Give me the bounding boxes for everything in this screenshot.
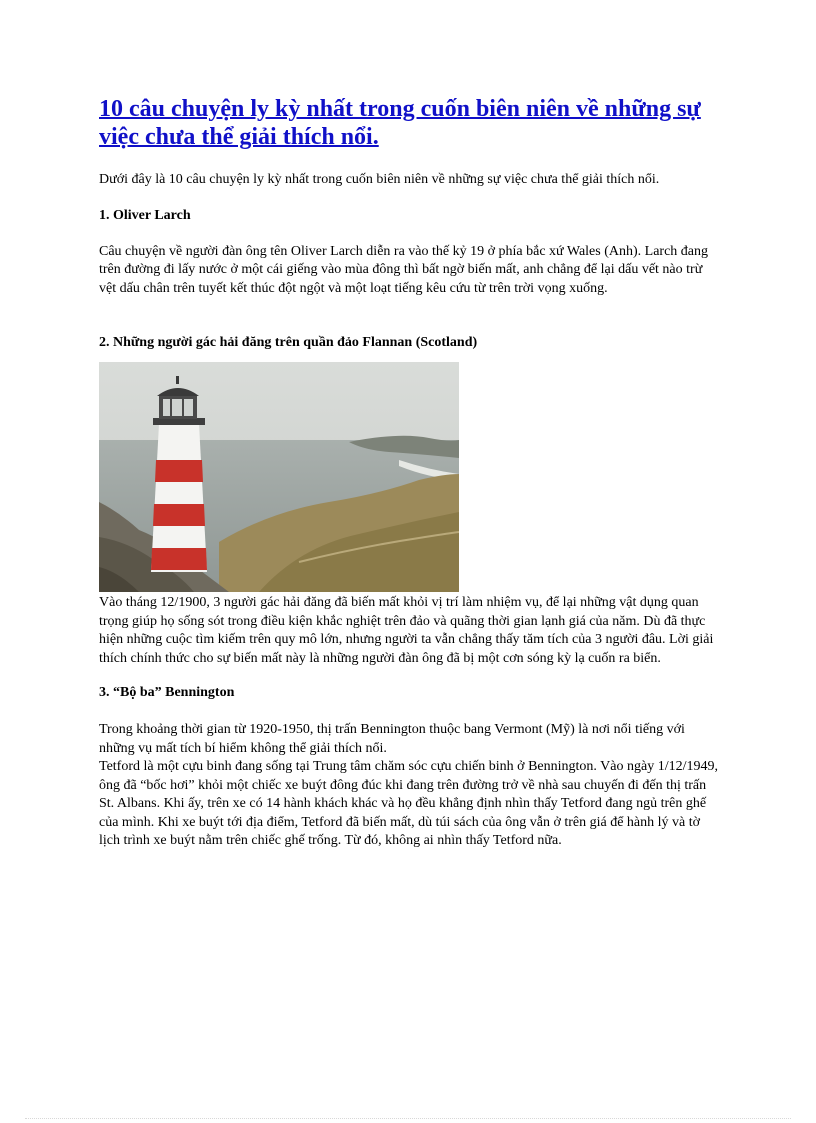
lighthouse-photo	[99, 362, 459, 592]
intro-paragraph: Dưới đây là 10 câu chuyện ly kỳ nhất trong cuốn biên niên về những sự việc chưa thể giải thích nổi.	[99, 172, 660, 187]
section-3-paragraph-2: Tetford là một cựu binh đang sống tại Trung tâm chăm sóc cựu chiến binh ở Bennington. Vào ngày 1/12/1949, ông đã “bốc hơi” khỏi một chiếc xe buýt đông đúc khi đang trên đường trở về nhà sau chuyến đi đến thị trấn St. Albans. Khi ấy, trên xe có 14 hành khách khác và họ đều khẳng định nhìn thấy Tetford đang ngủ trên ghế của mình. Khi xe buýt tới địa điểm, Tetford đã biến mất, dù túi sách của ông vẫn ở trên giá để hành lý và tờ lịch trình xe buýt nằm trên chiếc ghế trống. Từ đó, không ai nhìn thấy Tetford nữa.	[99, 759, 718, 848]
section-3-paragraph-1: Trong khoảng thời gian từ 1920-1950, thị trấn Bennington thuộc bang Vermont (Mỹ) là nơi nổi tiếng với những vụ mất tích bí hiểm không thể giải thích nổi.	[99, 722, 685, 756]
document-title[interactable]: 10 câu chuyện ly kỳ nhất trong cuốn biên niên về những sự việc chưa thể giải thích nổi.	[99, 96, 701, 150]
section-heading-2: 2. Những người gác hải đăng trên quần đảo Flannan (Scotland)	[99, 335, 478, 350]
section-1-paragraph: Câu chuyện về người đàn ông tên Oliver Larch diễn ra vào thế kỷ 19 ở phía bắc xứ Wales (Anh). Larch đang trên đường đi lấy nước ở một cái giếng vào mùa đông thì bất ngờ biến mất, anh chẳng để lại dấu vết nào trừ vệt dấu chân trên tuyết kết thúc đột ngột và một loạt tiếng kêu cứu từ trên trời vọng xuống.	[99, 243, 709, 296]
page-bottom-divider	[25, 1118, 791, 1119]
document-body	[99, 95, 721, 851]
section-heading-1: 1. Oliver Larch	[99, 207, 191, 223]
lighthouse-photo-icon	[99, 362, 459, 592]
section-heading-3: 3. “Bộ ba” Bennington	[99, 685, 235, 700]
section-2-paragraph: Vào tháng 12/1900, 3 người gác hải đăng đã biến mất khỏi vị trí làm nhiệm vụ, để lại những vật dụng quan trọng giúp họ sống sót trong điều kiện khắc nghiệt trên đảo và quãng thời gian lạnh giá của năm. Dù đã thực hiện những cuộc tìm kiếm trên quy mô lớn, nhưng người ta vẫn chẳng thấy tăm tích của 3 người đâu. Lời giải thích chính thức cho sự biến mất này là những người đàn ông đã bị một cơn sóng kỳ lạ cuốn ra biển.	[99, 595, 714, 666]
